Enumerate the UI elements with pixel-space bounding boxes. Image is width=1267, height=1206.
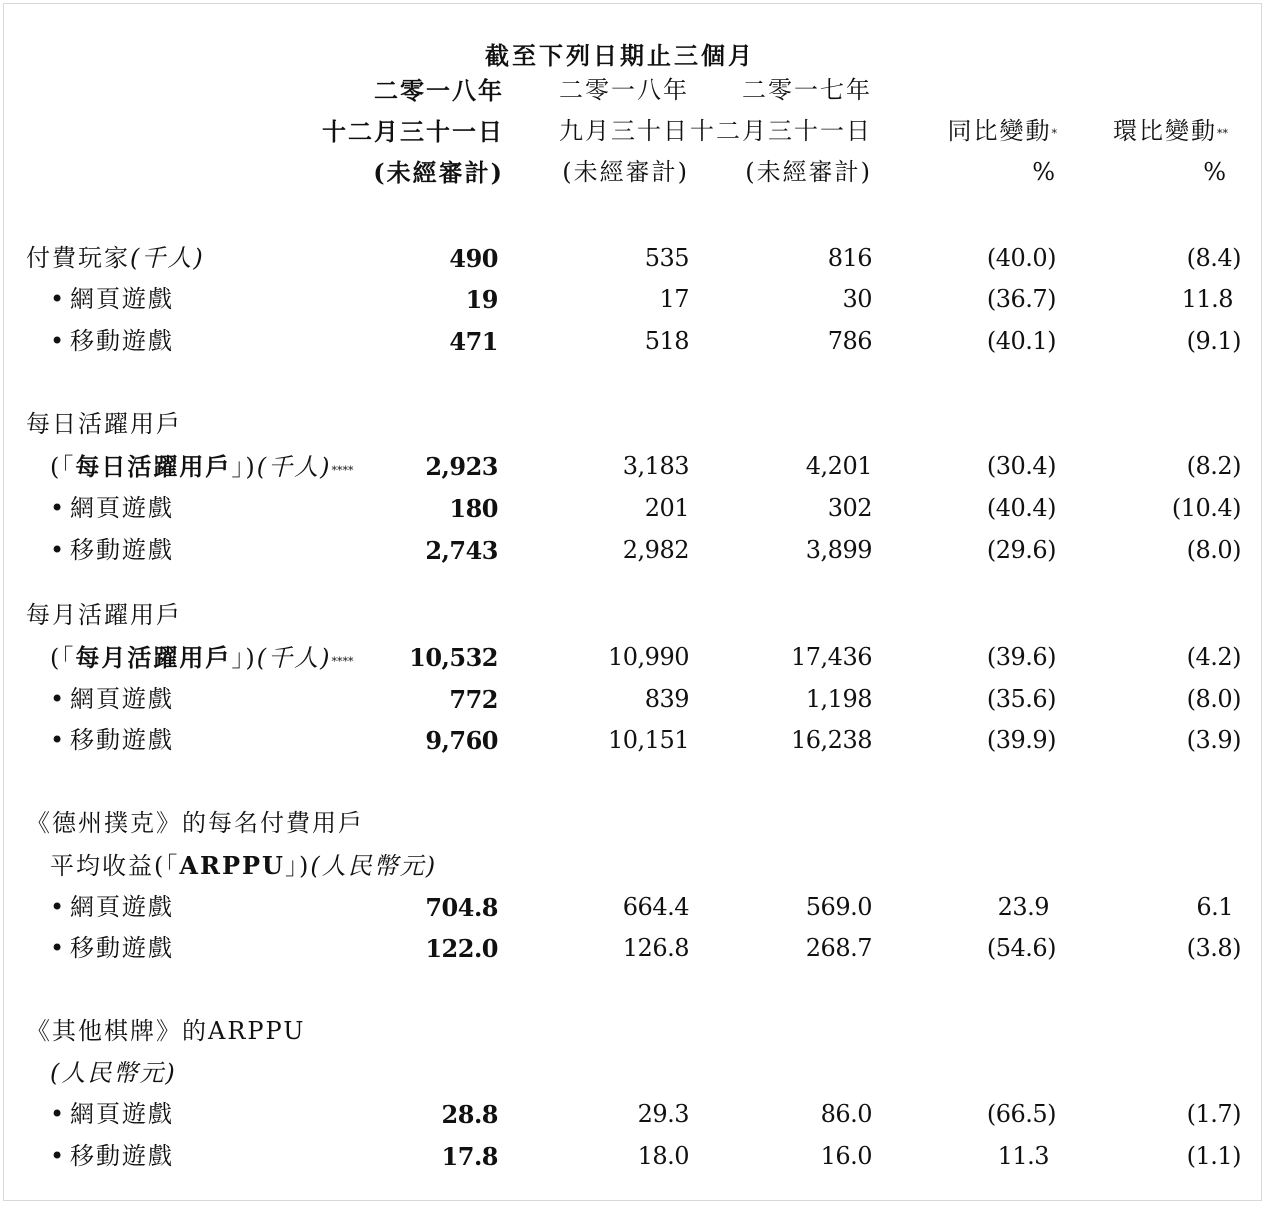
row-dau-title: 每日活躍用戶 bbox=[26, 410, 182, 438]
row-texas-mobile: • 移動遊戲 122.0 126.8 268.7 (54.6) (3.8) bbox=[0, 928, 1267, 969]
row-paying-mobile: • 移動遊戲 471 518 786 (40.1) (9.1) bbox=[0, 321, 1267, 362]
bullet-icon: • bbox=[50, 285, 67, 313]
period-header: 截至下列日期止三個月 bbox=[485, 41, 755, 70]
row-dau-total: (「每日活躍用戶」)(千人)**** 2,923 3,183 4,201 (30.4) (8.2) bbox=[50, 452, 1241, 481]
bullet-icon: • bbox=[50, 1142, 67, 1170]
row-mau-title: 每月活躍用戶 bbox=[26, 601, 182, 629]
bullet-icon: • bbox=[50, 934, 67, 962]
row-texas-web: • 網頁遊戲 704.8 664.4 569.0 23.9 6.1 bbox=[0, 887, 1267, 928]
column-header-qoq: 環比變動** % bbox=[1113, 117, 1228, 186]
row-mau-total: (「每月活躍用戶」)(千人)**** 10,532 10,990 17,436 (39.6) (4.2) bbox=[50, 643, 1241, 672]
bullet-icon: • bbox=[50, 1100, 67, 1128]
row-paying-total: 付費玩家(千人) 490 535 816 (40.0) (8.4) bbox=[26, 244, 1241, 273]
row-other-title: 《其他棋牌》的ARPPU bbox=[26, 1017, 306, 1045]
row-mau-mobile: • 移動遊戲 9,760 10,151 16,238 (39.9) (3.9) bbox=[0, 720, 1267, 761]
bullet-icon: • bbox=[50, 327, 67, 355]
row-texas-subtitle: 平均收益(「ARPPU」)(人民幣元) bbox=[50, 851, 438, 880]
bullet-icon: • bbox=[50, 536, 67, 564]
row-other-unit: (人民幣元) bbox=[50, 1059, 177, 1087]
row-other-mobile: • 移動遊戲 17.8 18.0 16.0 11.3 (1.1) bbox=[0, 1136, 1267, 1177]
row-dau-mobile: • 移動遊戲 2,743 2,982 3,899 (29.6) (8.0) bbox=[0, 530, 1267, 571]
row-texas-title: 《德州撲克》的每名付費用戶 bbox=[26, 809, 364, 837]
column-header-sep-2018: 二零一八年 九月三十日 (未經審計) bbox=[559, 76, 689, 186]
column-header-dec-2018: 二零一八年 十二月三十一日 (未經審計) bbox=[322, 76, 504, 187]
column-header-dec-2017: 二零一七年 十二月三十一日 (未經審計) bbox=[690, 76, 872, 186]
row-mau-web: • 網頁遊戲 772 839 1,198 (35.6) (8.0) bbox=[0, 679, 1267, 720]
bullet-icon: • bbox=[50, 726, 67, 754]
bullet-icon: • bbox=[50, 494, 67, 522]
row-paying-web: • 網頁遊戲 19 17 30 (36.7) 11.8 bbox=[0, 279, 1267, 320]
row-dau-web: • 網頁遊戲 180 201 302 (40.4) (10.4) bbox=[0, 488, 1267, 529]
column-header-yoy: 同比變動* % bbox=[947, 117, 1057, 186]
bullet-icon: • bbox=[50, 685, 67, 713]
bullet-icon: • bbox=[50, 893, 67, 921]
row-other-web: • 網頁遊戲 28.8 29.3 86.0 (66.5) (1.7) bbox=[0, 1094, 1267, 1135]
